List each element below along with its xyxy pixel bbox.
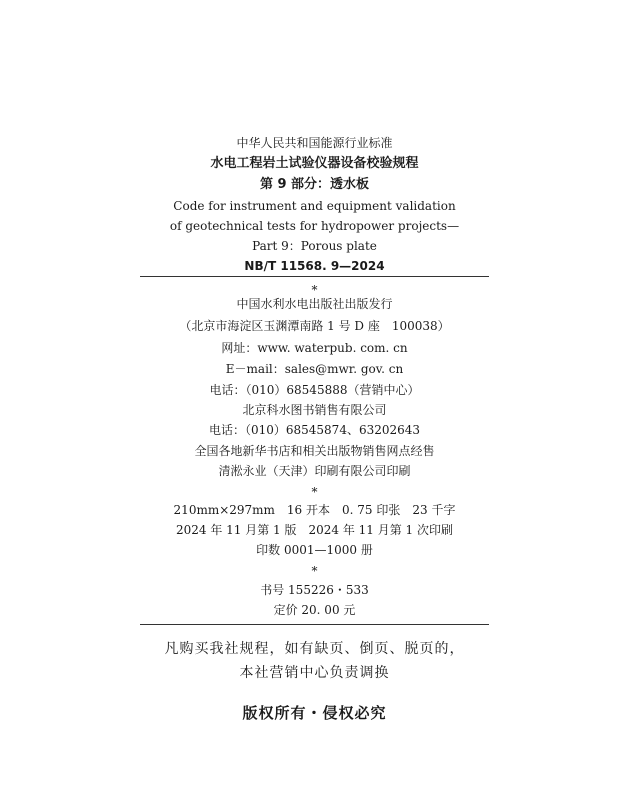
book-format: 210mm×297mm 16 开本 0. 75 印张 23 千字 (173, 503, 456, 517)
publisher-name: 中国水利水电出版社出版发行 (236, 297, 393, 311)
defect-notice-line-1: 凡购买我社规程，如有缺页、倒页、脱页的， (164, 641, 465, 657)
distributor-phone: 电话：（010）68545874、63202643 (208, 423, 421, 437)
standard-code: NB/T 11568. 9—2024 (244, 259, 385, 273)
print-run: 印数 0001—1000 册 (256, 543, 373, 557)
printer: 清淞永业（天津）印刷有限公司印刷 (218, 464, 411, 478)
sales-note: 全国各地新华书店和相关出版物销售网点经售 (194, 444, 435, 458)
separator-asterisk: * (311, 283, 318, 297)
book-price: 定价 20. 00 元 (273, 603, 356, 617)
standard-type: 中华人民共和国能源行业标准 (236, 136, 393, 150)
title-en-line-2: of geotechnical tests for hydropower projects— (169, 219, 460, 233)
divider-line (140, 624, 489, 625)
defect-notice-line-2: 本社营销中心负责调换 (239, 665, 390, 681)
publisher-address: （北京市海淀区玉渊潭南路 1 号 D 座 100038） (179, 319, 450, 333)
edition-info: 2024 年 11 月第 1 版 2024 年 11 月第 1 次印刷 (175, 523, 454, 537)
publisher-website: 网址：www. waterpub. com. cn (221, 341, 408, 355)
distributor-name: 北京科水图书销售有限公司 (242, 403, 387, 417)
title-en-line-3: Part 9：Porous plate (252, 239, 377, 253)
part-cn: 第 9 部分：透水板 (259, 177, 370, 192)
book-number: 书号 155226・533 (260, 583, 369, 597)
separator-asterisk: * (311, 564, 318, 578)
title-en-line-1: Code for instrument and equipment validation (173, 199, 456, 213)
copyright-notice: 版权所有・侵权必究 (242, 704, 387, 722)
separator-asterisk: * (311, 485, 318, 499)
publisher-phone: 电话：（010）68545888（营销中心） (209, 383, 420, 397)
divider-line (140, 276, 489, 277)
publisher-email: E－mail：sales@mwr. gov. cn (225, 362, 404, 376)
title-cn: 水电工程岩土试验仪器设备校验规程 (210, 156, 419, 171)
